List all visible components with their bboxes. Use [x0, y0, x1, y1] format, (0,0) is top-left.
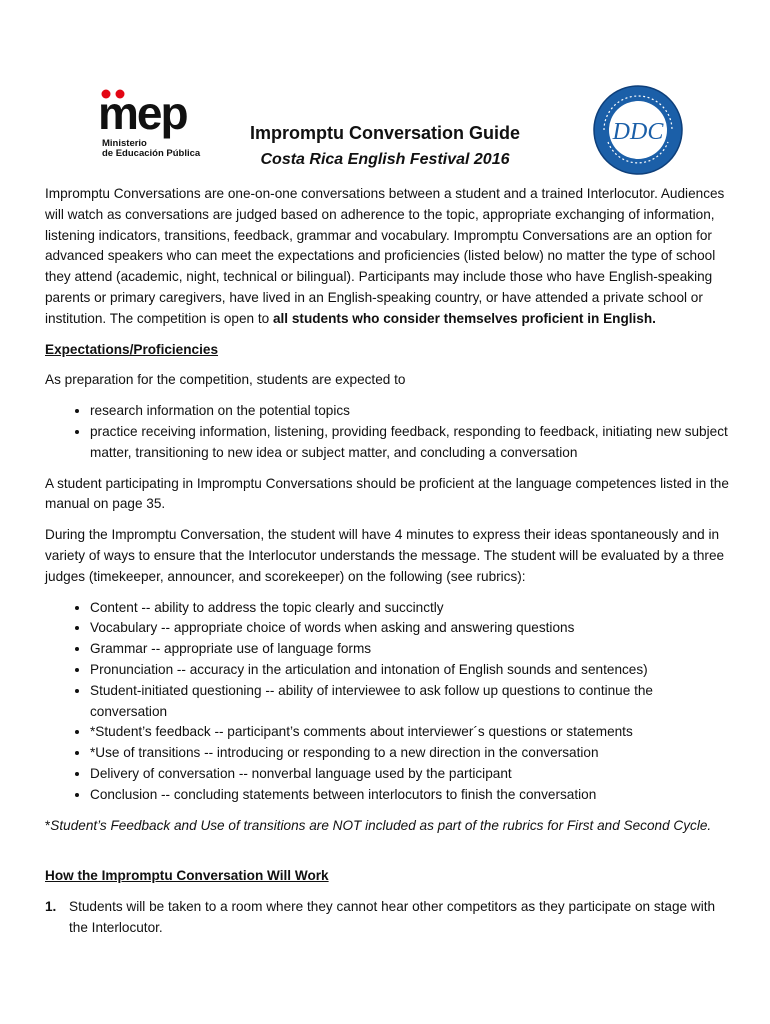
- expectations-list: [45, 401, 730, 463]
- competence-paragraph: A student participating in Impromptu Conversations should be proficient at the language competences listed in the manual on page 35.: [45, 475, 729, 512]
- numbered-step: [45, 897, 730, 939]
- intro-paragraph: [45, 184, 730, 330]
- list-item: • Content -- ability to address the topic clearly and succinctly: [90, 598, 730, 619]
- list-item: • Grammar -- appropriate use of language forms: [90, 639, 730, 660]
- step-number: 1.: [45, 899, 57, 915]
- footnote-star: *: [45, 817, 51, 833]
- how-it-works-heading: How the Impromptu Conversation Will Work: [45, 868, 329, 884]
- footnote-text: Student’s Feedback and Use of transitions are NOT included as part of the rubrics for First and Second Cycle.: [50, 817, 712, 833]
- list-item: • Pronunciation -- accuracy in the articulation and intonation of English sounds and sentences): [90, 660, 730, 681]
- document-subtitle: Costa Rica English Festival 2016: [260, 151, 510, 168]
- criteria-list: [45, 598, 730, 806]
- intro-text: Impromptu Conversations are one-on-one conversations between a student and a trained Interlocutor. Audiences will watch as conversations are judged based on adherence to the topic, appropriate exchanging of information, listening indicators, transitions, feedback, grammar and vocabulary. Impromptu Conversations are an option for advanced speakers who can meet the expectations and proficiencies (listed below) no matter the type of school they attend (academic, night, technical or bilingual). Participants may include those who have English-speaking parents or primary caregivers, have lived in an English-speaking country, or have attended a private school or institution. The competition is open to: [45, 186, 725, 326]
- list-item: • practice receiving information, listening, providing feedback, responding to feedback, initiating new subject matter, transitioning to new idea or subject matter, and concluding a conversation: [90, 422, 730, 464]
- list-item: • *Student’s feedback -- participant’s comments about interviewer´s questions or statements: [90, 722, 730, 743]
- step-text: Students will be taken to a room where they cannot hear other competitors as they participate on stage with the Interlocutor.: [69, 899, 716, 935]
- intro-bold-text: all students who consider themselves proficient in English.: [272, 310, 656, 326]
- logo-line-1: Ministerio: [102, 138, 147, 149]
- list-item: • *Use of transitions -- introducing or responding to a new direction in the conversation: [90, 743, 730, 764]
- expectations-heading: Expectations/Proficiencies: [45, 341, 219, 357]
- footnote: [45, 816, 730, 837]
- logo-line-2: de Educación Pública: [102, 148, 201, 159]
- document-title: Impromptu Conversation Guide: [249, 123, 521, 143]
- list-item: • Vocabulary -- appropriate choice of words when asking and answering questions: [90, 618, 730, 639]
- document-body: [45, 184, 730, 939]
- logo-wordmark: mep: [98, 87, 187, 139]
- list-item: • Conclusion -- concluding statements between interlocutors to finish the conversation: [90, 785, 730, 806]
- list-item: • Delivery of conversation -- nonverbal language used by the participant: [90, 764, 730, 785]
- list-item: • Student-initiated questioning -- ability of interviewee to ask follow up questions to continue the conversation: [90, 681, 730, 723]
- list-item: • research information on the potential topics: [90, 401, 730, 422]
- during-paragraph: During the Impromptu Conversation, the student will have 4 minutes to express their ideas spontaneously and in variety of ways to ensure that the Interlocutor understands the message. The student will be evaluated by a three judges (timekeeper, announcer, and scorekeeper) on the following (see rubrics):: [45, 527, 725, 584]
- expectations-lead: As preparation for the competition, students are expected to: [45, 372, 406, 388]
- svg-text:DDC: DDC: [612, 119, 664, 145]
